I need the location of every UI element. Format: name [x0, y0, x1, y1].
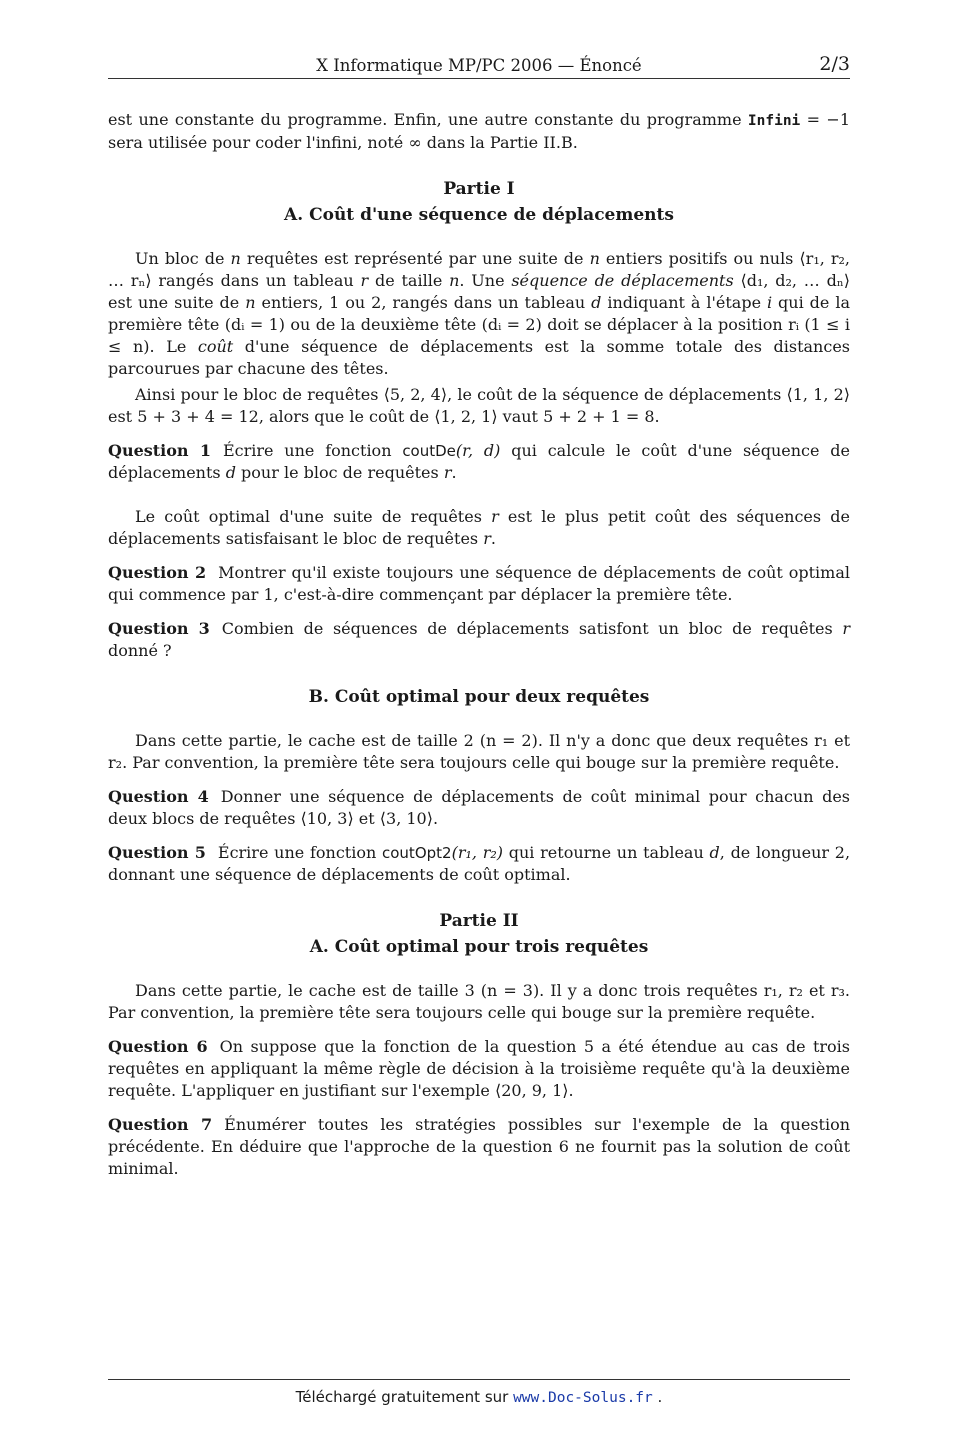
intro-text-1: est une constante du programme. Enfin, une autre constante du programme [108, 110, 748, 129]
question-3-label: Question 3 [108, 619, 210, 638]
part2-paragraph-1: Dans cette partie, le cache est de taille 3 (n = 3). Il y a donc trois requêtes r₁, r₂ et r₃. Par convention, la première tête sera toujours celle qui bouge sur la première requête. [108, 981, 850, 1022]
part1-sectionB-title: B. Coût optimal pour deux requêtes [308, 687, 650, 707]
question-1: Question 1 Écrire une fonction coutDe(r, d) qui calcule le coût d'une séquence de déplacements d pour le bloc de requêtes r. [108, 441, 850, 482]
intro-text-2: = −1 sera utilisée pour coder l'infini, noté ∞ dans la Partie II.B. [108, 110, 851, 152]
infini-constant: Infini [747, 113, 801, 129]
page-number: 2/3 [819, 53, 850, 75]
footer-text: Téléchargé gratuitement sur [295, 1388, 514, 1406]
coutDe-function: coutDe [402, 442, 456, 460]
coutOpt2-function: coutOpt2 [382, 844, 452, 862]
part2-sectionA-title: A. Coût optimal pour trois requêtes [309, 937, 649, 957]
question-6-label: Question 6 [108, 1037, 208, 1056]
header-title: X Informatique MP/PC 2006 — Énoncé [316, 56, 642, 75]
question-6: Question 6 On suppose que la fonction de la question 5 a été étendue au cas de trois requêtes en appliquant la même règle de décision à la troisième requête qu'à la deuxième requête. L'appliquer en justifiant sur l'exemple ⟨20, 9, 1⟩. [108, 1037, 851, 1100]
question-3: Question 3 Combien de séquences de déplacements satisfont un bloc de requêtes r donné ? [108, 619, 851, 660]
question-5: Question 5 Écrire une fonction coutOpt2(r₁, r₂) qui retourne un tableau d, de longueur 2, donnant une séquence de déplacements de coût optimal. [108, 843, 851, 884]
doc-solus-link[interactable]: www.Doc-Solus.fr [513, 1390, 653, 1406]
question-4: Question 4 Donner une séquence de déplacements de coût minimal pour chacun des deux blocs de requêtes ⟨10, 3⟩ et ⟨3, 10⟩. [108, 787, 851, 828]
question-7: Question 7 Énumérer toutes les stratégies possibles sur l'exemple de la question précédente. En déduire que l'approche de la question 6 ne fournit pas la solution de coût minimal. [108, 1115, 851, 1178]
part1-paragraph-4: Dans cette partie, le cache est de taille 2 (n = 2). Il n'y a donc que deux requêtes r₁ et r₂. Par convention, la première tête sera toujours celle qui bouge sur la première requête. [108, 731, 850, 772]
part1-sectionA-title: A. Coût d'une séquence de déplacements [284, 205, 674, 225]
question-5-label: Question 5 [108, 843, 206, 862]
page-footer: Téléchargé gratuitement sur www.Doc-Solus.fr . [295, 1388, 663, 1406]
part1-paragraph-1: Un bloc de n requêtes est représenté par une suite de n entiers positifs ou nuls ⟨r₁, r₂, … rₙ⟩ rangés dans un tableau r de taille n. Une séquence de déplacements ⟨d₁, d₂, … dₙ⟩ est une suite de n entiers, 1 ou 2, rangés dans un tableau d indiquant à l'étape i qui de la première tête (dᵢ = 1) ou de la deuxième tête (dᵢ = 2) doit se déplacer à la position rᵢ (1 ≤ i ≤ n). Le coût d'une séquence de déplacements est la somme totale des distances parcourues par chacune des têtes. [108, 249, 851, 378]
part1-paragraph-2: Ainsi pour le bloc de requêtes ⟨5, 2, 4⟩, le coût de la séquence de déplacements ⟨1, 1, 2⟩ est 5 + 3 + 4 = 12, alors que le coût de ⟨1, 2, 1⟩ vaut 5 + 2 + 1 = 8. [108, 385, 850, 426]
question-2-label: Question 2 [108, 563, 207, 582]
page-header [108, 52, 850, 79]
footer-divider [108, 1379, 850, 1380]
question-2: Question 2 Montrer qu'il existe toujours une séquence de déplacements de coût optimal qui commence par 1, c'est-à-dire commençant par déplacer la première tête. [108, 563, 851, 604]
question-1-label: Question 1 [108, 441, 211, 460]
part2-title: Partie II [439, 911, 519, 931]
question-4-label: Question 4 [108, 787, 209, 806]
intro-paragraph [108, 109, 850, 154]
question-7-label: Question 7 [108, 1115, 213, 1134]
part1-title: Partie I [443, 179, 515, 199]
part1-paragraph-3: Le coût optimal d'une suite de requêtes r est le plus petit coût des séquences de déplacements satisfaisant le bloc de requêtes r. [108, 507, 850, 548]
document-body [108, 109, 850, 1180]
